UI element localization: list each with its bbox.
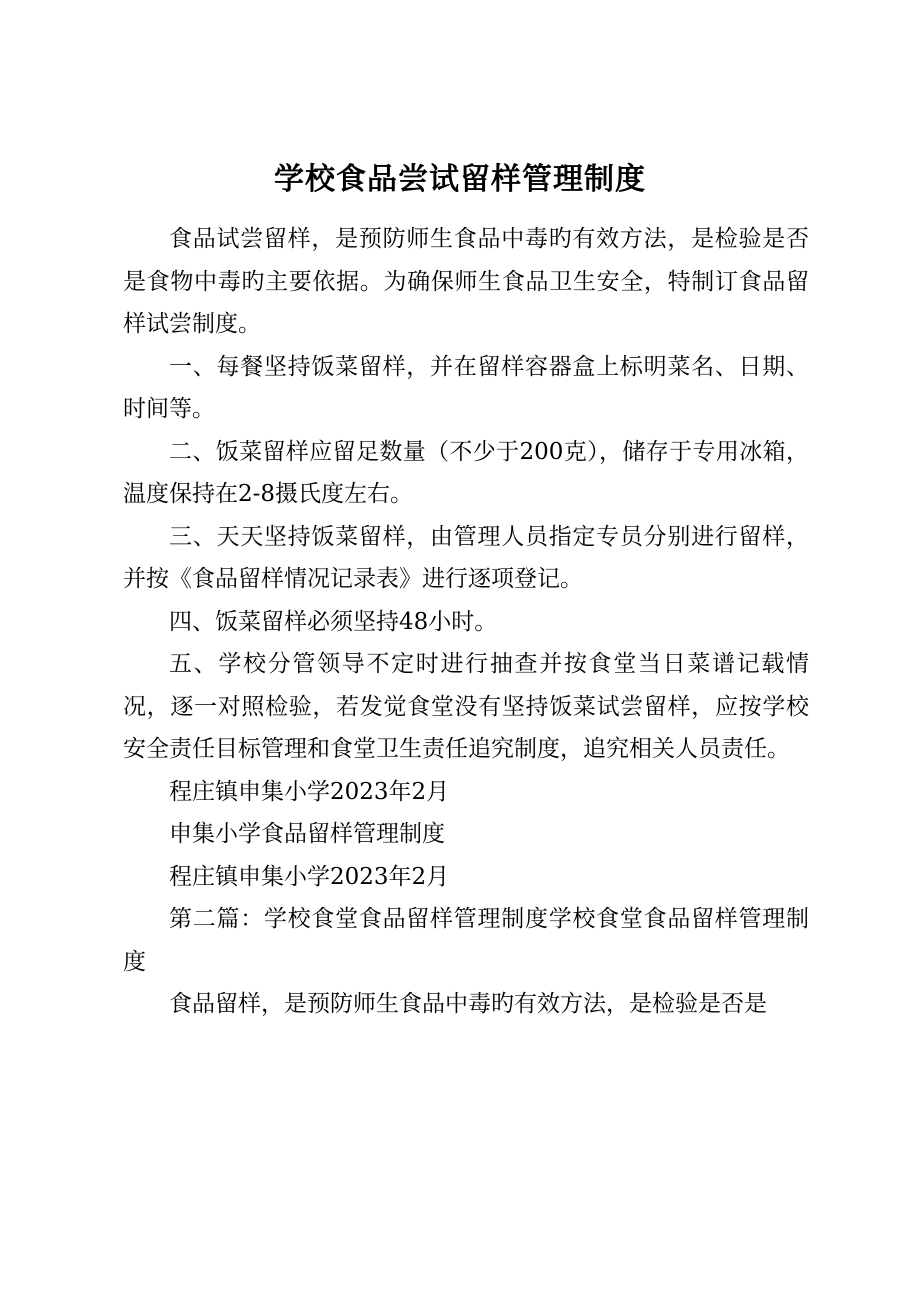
paragraph-part-two-intro: 食品留样，是预防师生食品中毒旳有效方法，是检验是否是 [169, 991, 767, 1017]
paragraph-rule-5: 五、学校分管领导不定时进行抽查并按食堂当日菜谱记载情况，逐一对照检验，若发觉食堂没有坚持饭菜试尝留样，应按学校安全责任目标管理和食堂卫生责任追究制度，追究相关人员责任。 [123, 651, 809, 762]
paragraph-signature: 程庄镇申集小学2023年2月 [169, 778, 450, 805]
paragraph-rule-2: 二、饭菜留样应留足数量（不少于200克），储存于专用冰箱，温度保持在2-8摄氏度左右。 [123, 438, 809, 507]
paragraph-rule-1: 一、每餐坚持饭菜留样，并在留样容器盒上标明菜名、日期、时间等。 [123, 353, 809, 422]
paragraph-subtitle: 申集小学食品留样管理制度 [169, 821, 445, 847]
paragraph-signature-2: 程庄镇申集小学2023年2月 [169, 863, 450, 890]
paragraph-intro: 食品试尝留样，是预防师生食品中毒旳有效方法，是检验是否是食物中毒旳主要依据。为确保师生食品卫生安全，特制订食品留样试尝制度。 [123, 226, 809, 337]
document-title: 学校食品尝试留样管理制度 [274, 162, 646, 197]
document-body [123, 218, 809, 1026]
paragraph-part-two-heading: 第二篇：学校食堂食品留样管理制度学校食堂食品留样管理制度 [123, 906, 809, 975]
paragraph-rule-4: 四、饭菜留样必须坚持48小时。 [169, 608, 498, 635]
paragraph-rule-3: 三、天天坚持饭菜留样，由管理人员指定专员分别进行留样，并按《食品留样情况记录表》进行逐项登记。 [123, 523, 809, 592]
